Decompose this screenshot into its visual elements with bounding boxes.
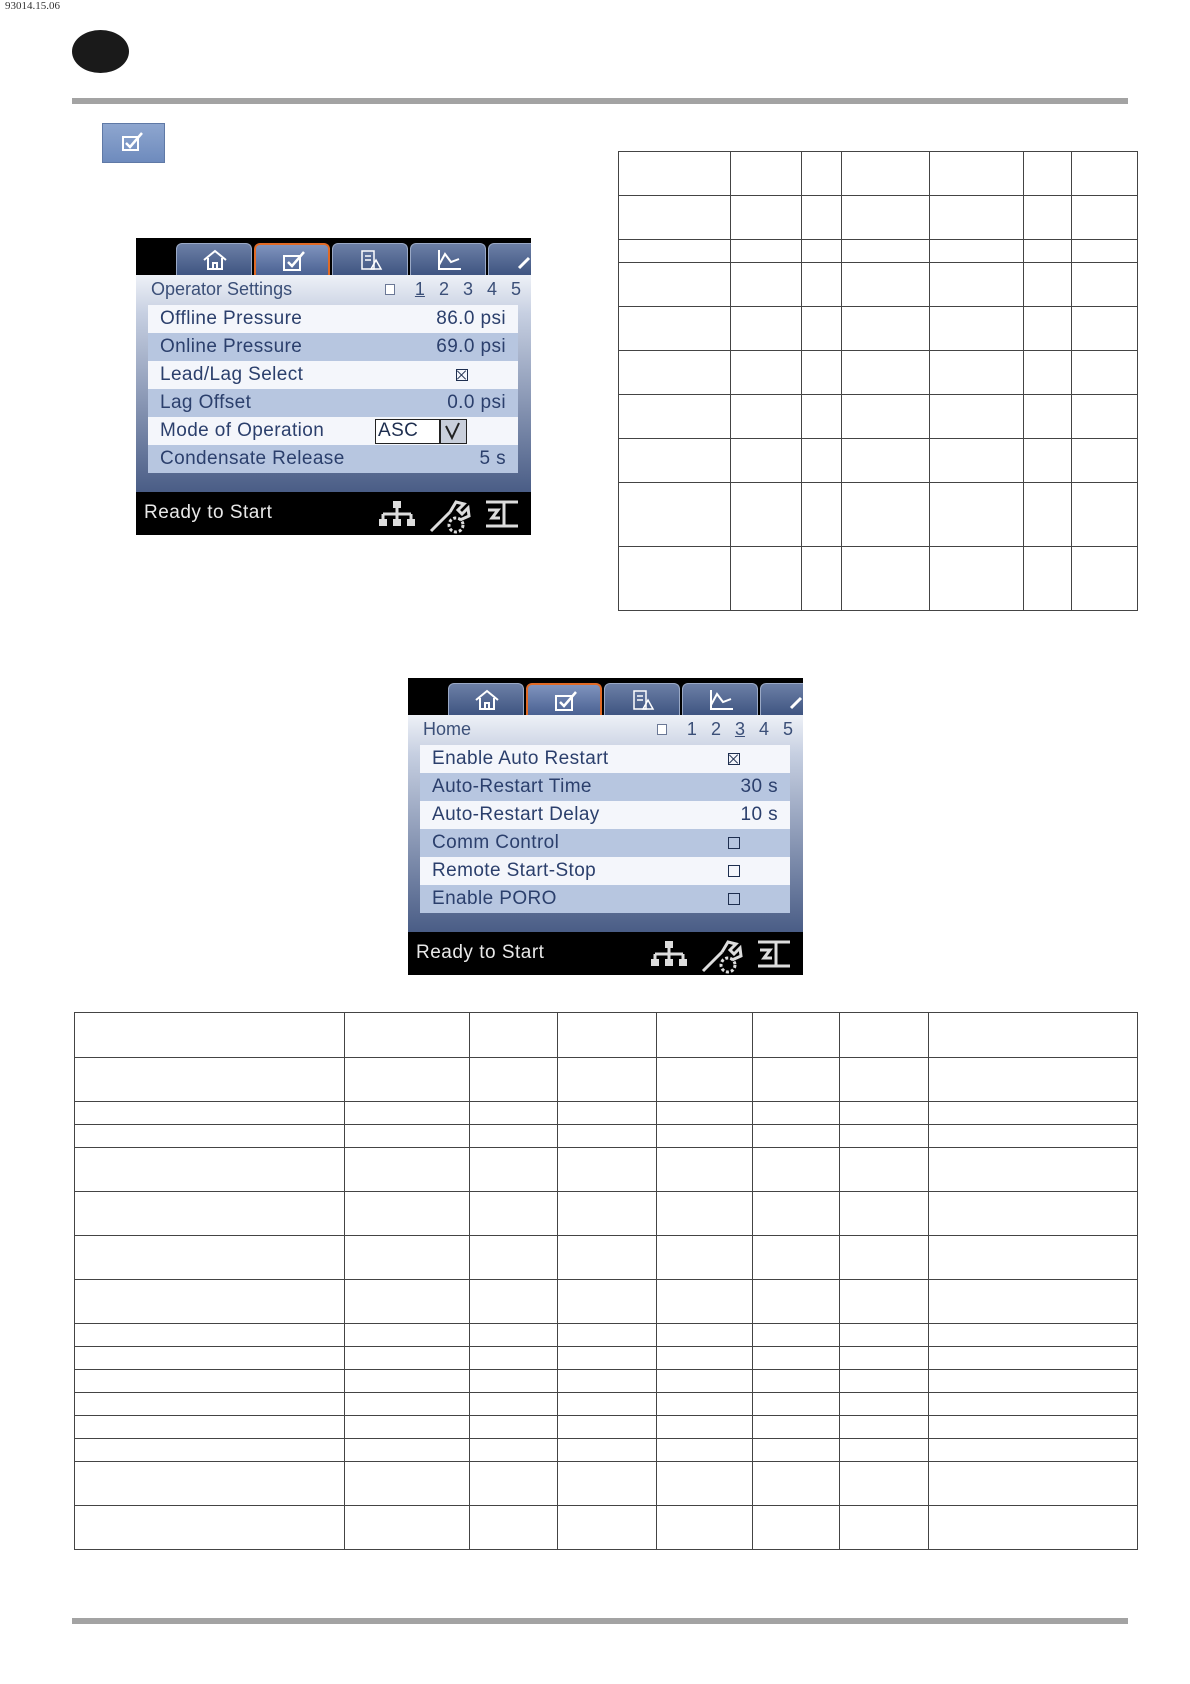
warning-list-icon: [629, 688, 657, 712]
parameter-table-2: [74, 1012, 1138, 1550]
page-4[interactable]: 4: [758, 719, 769, 739]
mode-dropdown-button[interactable]: [440, 419, 467, 444]
status-text: Ready to Start: [144, 502, 273, 523]
table-row: [75, 1347, 1138, 1370]
comm-control-checkbox[interactable]: [728, 837, 740, 849]
page-5[interactable]: 5: [510, 279, 521, 299]
language-marker: [72, 30, 129, 73]
table-row: [75, 1192, 1138, 1236]
setting-auto-restart-delay[interactable]: [420, 801, 790, 829]
setting-condensate-release[interactable]: [148, 445, 518, 473]
table-row: [619, 152, 1138, 196]
tab-bar: [408, 678, 803, 715]
page-selector: [385, 279, 521, 300]
tab-home[interactable]: [176, 243, 252, 275]
table-row: [619, 263, 1138, 307]
document-code: 93014.15.06: [5, 0, 60, 12]
setting-comm-control[interactable]: [420, 829, 790, 857]
checkbox-icon: [122, 132, 144, 152]
table-row: [619, 395, 1138, 439]
setting-label: Condensate Release: [160, 448, 345, 469]
page-selector: [657, 719, 793, 740]
tab-settings[interactable]: [526, 683, 602, 715]
setting-value: 5 s: [479, 448, 506, 469]
table-row: [75, 1393, 1138, 1416]
mode-select[interactable]: ASC: [375, 419, 440, 444]
setting-offline-pressure[interactable]: [148, 305, 518, 333]
table-row: [619, 439, 1138, 483]
setting-value: 0.0 psi: [447, 392, 506, 413]
page-3[interactable]: 3: [462, 279, 473, 299]
remote-start-stop-checkbox[interactable]: [728, 865, 740, 877]
tab-settings[interactable]: [254, 243, 330, 275]
setting-label: Online Pressure: [160, 336, 303, 357]
table-row: [75, 1148, 1138, 1192]
trend-chart-icon: [435, 248, 463, 272]
status-text: Ready to Start: [416, 942, 545, 963]
page-1[interactable]: 1: [686, 719, 697, 739]
screen-subheader: [151, 279, 521, 301]
tab-trends[interactable]: [682, 683, 758, 715]
setting-mode-of-operation[interactable]: [148, 417, 518, 445]
setting-label: Lag Offset: [160, 392, 252, 413]
page-icon: [657, 724, 667, 735]
setting-value: 10 s: [740, 804, 778, 825]
settings-tab-tile: [102, 123, 165, 163]
hmi-screen-operator-settings: [136, 238, 531, 535]
setting-label: Enable Auto Restart: [432, 748, 609, 769]
screen-title: Operator Settings: [151, 279, 293, 299]
home-icon: [201, 248, 229, 272]
tab-trends[interactable]: [410, 243, 486, 275]
page-5[interactable]: 5: [782, 719, 793, 739]
setting-enable-auto-restart[interactable]: [420, 745, 790, 773]
setting-label: Comm Control: [432, 832, 560, 853]
table-row: [75, 1324, 1138, 1347]
home-icon: [473, 688, 501, 712]
table-row: [75, 1416, 1138, 1439]
setting-lead-lag-select[interactable]: [148, 361, 518, 389]
auto-restart-checkbox[interactable]: [728, 753, 740, 765]
parameter-table-1: [618, 151, 1138, 611]
table-row: [75, 1370, 1138, 1393]
settings-list: [420, 745, 790, 913]
table-row: [75, 1236, 1138, 1280]
table-row: [619, 547, 1138, 611]
setting-auto-restart-time[interactable]: [420, 773, 790, 801]
checkbox-icon: [280, 249, 308, 273]
page-3[interactable]: 3: [734, 719, 745, 739]
settings-panel: [408, 715, 803, 932]
checkbox-icon: [552, 689, 580, 713]
network-icon: [376, 498, 418, 530]
header-rule: [72, 98, 1128, 104]
compressor-icon: [482, 498, 522, 530]
page-2[interactable]: 2: [438, 279, 449, 299]
table-row: [75, 1506, 1138, 1550]
page-2[interactable]: 2: [710, 719, 721, 739]
table-row: [75, 1439, 1138, 1462]
screen-subheader: [423, 719, 793, 741]
page-icon: [385, 284, 395, 295]
setting-label: Lead/Lag Select: [160, 364, 304, 385]
tab-bar: [136, 238, 531, 275]
page-4[interactable]: 4: [486, 279, 497, 299]
setting-lag-offset[interactable]: [148, 389, 518, 417]
hmi-screen-home-page3: [408, 678, 803, 975]
wrench-icon: [513, 248, 531, 272]
checkmark-icon: [441, 420, 465, 442]
setting-remote-start-stop[interactable]: [420, 857, 790, 885]
settings-panel: [136, 275, 531, 492]
status-bar: [408, 932, 803, 975]
settings-list: [148, 305, 518, 473]
setting-value: 30 s: [740, 776, 778, 797]
status-bar: [136, 492, 531, 535]
table-row: [619, 307, 1138, 351]
tab-events[interactable]: [604, 683, 680, 715]
setting-label: Auto-Restart Time: [432, 776, 592, 797]
footer-rule: [72, 1618, 1128, 1624]
setting-online-pressure[interactable]: [148, 333, 518, 361]
compressor-icon: [754, 938, 794, 970]
setting-label: Enable PORO: [432, 888, 557, 909]
setting-value: 69.0 psi: [436, 336, 506, 357]
table-row: [75, 1125, 1138, 1148]
setting-label: Auto-Restart Delay: [432, 804, 600, 825]
wrench-icon: [785, 688, 803, 712]
setting-label: Offline Pressure: [160, 308, 303, 329]
tab-home[interactable]: [448, 683, 524, 715]
tab-service[interactable]: [488, 243, 531, 275]
setting-label: Mode of Operation: [160, 420, 325, 441]
service-gear-icon: [700, 938, 744, 974]
page-1[interactable]: 1: [414, 279, 425, 299]
tab-events[interactable]: [332, 243, 408, 275]
tab-service[interactable]: [760, 683, 803, 715]
table-row: [619, 351, 1138, 395]
table-row: [75, 1102, 1138, 1125]
table-row: [75, 1462, 1138, 1506]
poro-checkbox[interactable]: [728, 893, 740, 905]
lead-lag-checkbox[interactable]: [456, 369, 468, 381]
service-gear-icon: [428, 498, 472, 534]
table-row: [75, 1013, 1138, 1058]
trend-chart-icon: [707, 688, 735, 712]
warning-list-icon: [357, 248, 385, 272]
table-row: [619, 196, 1138, 240]
screen-title: Home: [423, 719, 472, 739]
table-row: [75, 1280, 1138, 1324]
setting-value: 86.0 psi: [436, 308, 506, 329]
table-row: [75, 1058, 1138, 1102]
setting-label: Remote Start-Stop: [432, 860, 597, 881]
setting-enable-poro[interactable]: [420, 885, 790, 913]
network-icon: [648, 938, 690, 970]
table-row: [619, 240, 1138, 263]
table-row: [619, 483, 1138, 547]
